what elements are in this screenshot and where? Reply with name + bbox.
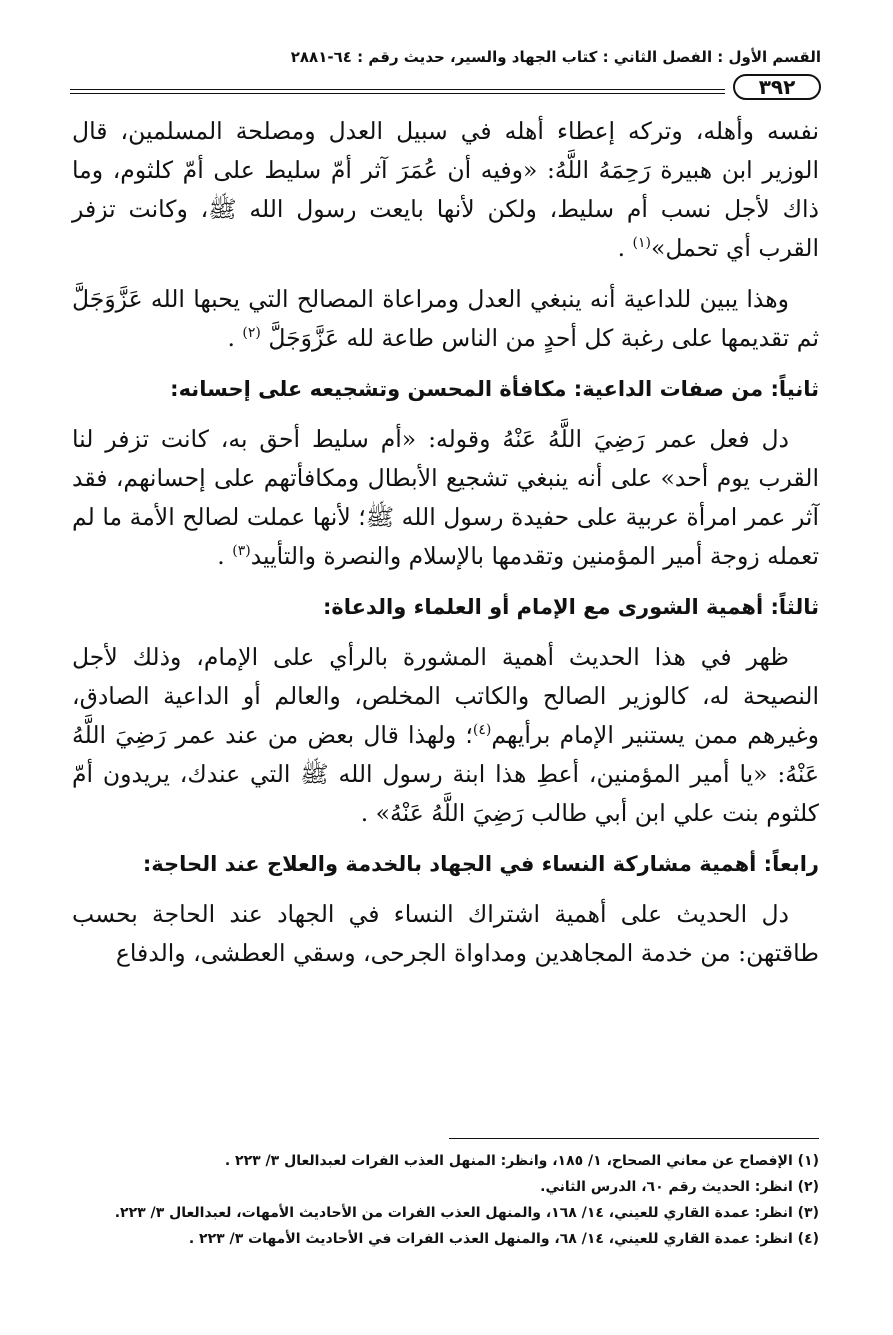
footnote-1: (١) الإفصاح عن معاني الصحاح، ١/ ١٨٥، وانظر: المنهل العذب الفرات لعبدالعال ٣/ ٢٢٣ . <box>224 1153 819 1169</box>
spacer <box>72 833 819 847</box>
paragraph-1-text: نفسه وأهله، وتركه إعطاء أهله في سبيل العدل ومصلحة المسلمين، قال الوزير ابن هبيرة رَحِمَهُ اللَّهُ: «وفيه أن عُمَرَ آثر أمّ سليط على أمّ كلثوم، وما ذاك لأجل نسب أم سليط، ولكن لأنها بايعت رسول الله ﷺ، وكانت تزفر القرب أي تحمل» <box>72 117 819 262</box>
footnote-ref-3: (٣) <box>232 543 251 560</box>
spacer <box>72 881 819 895</box>
paragraph-4 <box>72 638 819 833</box>
footnote-ref-2: (٢) <box>242 325 261 342</box>
footnote-4: (٤) انظر: عمدة القاري للعيني، ١٤/ ٦٨، والمنهل العذب الفرات في الأحاديث الأمهات ٣/ ٢٢٣ . <box>188 1231 819 1247</box>
section-heading-2: ثانياً: من صفات الداعية: مكافأة المحسن وتشجيعه على إحسانه: <box>170 377 819 401</box>
paragraph-3-text: دل فعل عمر رَضِيَ اللَّهُ عَنْهُ وقوله: «أم سليط أحق به، كانت تزفر لنا القرب يوم أحد» على أنه ينبغي تشجيع الأبطال ومكافأتهم على إحسانهم، فقد آثر عمر امرأة عربية على حفيدة رسول الله ﷺ؛ لأنها عملت لصالح الأمة ما لم تعمله زوجة أمير المؤمنين وتقدمها بالإسلام والنصرة والتأييد <box>72 425 819 570</box>
section-heading-3: ثالثاً: أهمية الشورى مع الإمام أو العلماء والدعاة: <box>322 595 819 619</box>
paragraph-4-text: ظهر في هذا الحديث أهمية المشورة بالرأي على الإمام، وذلك لأجل النصيحة له، كالوزير الصالح والكاتب المخلص، والعالم أو الداعية الصادق، وغيرهم ممن يستنير الإمام برأيهم <box>72 643 819 749</box>
section-heading-4: رابعاً: أهمية مشاركة النساء في الجهاد بالخدمة والعلاج عند الحاجة: <box>142 852 819 876</box>
spacer <box>72 576 819 590</box>
header-rule-row <box>70 72 821 102</box>
footnote-2: (٢) انظر: الحديث رقم ٦٠، الدرس الثاني. <box>540 1179 819 1195</box>
paragraph-3 <box>72 420 819 576</box>
paragraph-4-end: ؛ ولهذا قال بعض من عند عمر رَضِيَ اللَّهُ عَنْهُ: «يا أمير المؤمنين، أعطِ هذا ابنة رسول الله ﷺ التي عندك، يريدون أمّ كلثوم بنت علي ابن أبي طالب رَضِيَ اللَّهُ عَنْهُ» . <box>72 721 819 827</box>
paragraph-2-end: . <box>227 324 243 352</box>
paragraph-2 <box>72 280 819 358</box>
header-rule <box>70 89 725 94</box>
footnote-ref-4: (٤) <box>472 722 492 739</box>
paragraph-5: دل الحديث على أهمية اشتراك النساء في الجهاد عند الحاجة بحسب طاقتهن: من خدمة المجاهدين ومداواة الجرحى، وسقي العطشى، والدفاع <box>72 900 819 967</box>
paragraph-1 <box>72 112 819 268</box>
paragraph-2-text: وهذا يبين للداعية أنه ينبغي العدل ومراعاة المصالح التي يحبها الله عَزَّوَجَلَّ ثم تقديمها على رغبة كل أحدٍ من الناس طاعة لله عَزَّوَجَلَّ <box>72 285 819 352</box>
spacer <box>72 358 819 372</box>
main-text <box>72 112 819 973</box>
page-number: ٣٩٢ <box>733 74 821 100</box>
footnote-rule <box>449 1138 819 1139</box>
footnote-ref-1: (١) <box>632 235 651 252</box>
spacer <box>72 624 819 638</box>
footnote-list <box>114 1148 819 1252</box>
paragraph-3-end: . <box>217 542 233 570</box>
footnote-3: (٣) انظر: عمدة القاري للعيني، ١٤/ ١٦٨، والمنهل العذب الفرات من الأحاديث الأمهات، لعبدالعال ٣/ ٢٢٣. <box>114 1205 819 1221</box>
running-header: القسم الأول : الفصل الثاني : كتاب الجهاد والسير، حديث رقم : ٦٤-٢٨٨١ <box>290 48 821 66</box>
spacer <box>72 406 819 420</box>
paragraph-1-end: . <box>617 234 633 262</box>
